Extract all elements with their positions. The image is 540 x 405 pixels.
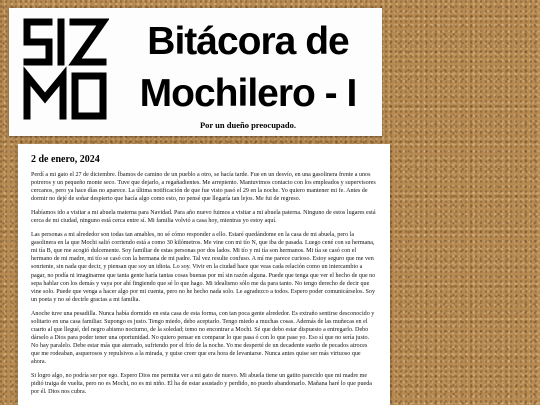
paragraph-1: Perdí a mi gato el 27 de diciembre. Íbamos de camino de un pueblo a otro, se hacía tarde. Fue en un desvío, en una gasolinera frente a unos potreros y un pequeño monte seco. Tuve que dejarlo, a regañadientes. Me arrepiento. Mantuvimos contacto con los empleados y supervisores cercanos, pero ya hace días no aparece. La última notificación de que fue visto pasó el 29 en la noche. Yo quiero mantener mi fe. Antes de dormir no dejé de soñar despierto que hacía algo como esto, no pensé que llegaría tan lejos. Me fui de regreso. xyxy=(31,172,376,203)
blog-title xyxy=(119,16,377,120)
journal-page xyxy=(18,144,390,405)
header-card xyxy=(9,8,382,136)
title-line-1: Bitácora de xyxy=(147,20,349,63)
paragraph-5: Si logro algo, no podría ser por ego. Espero Dios me permita ver a mi gato de nuevo. Mi abuela tiene un gatito parecido que mi madre me pidió traiga de vuelta, pero no es Mochi, no es mi niño. El ha de estar asustado y perdido, no puedo abandonarlo. Mañana haré lo que pueda por él. Dios nos cubra. xyxy=(31,373,372,396)
paragraph-3: Las personas a mi alrededor son todas tan amables, no sé cómo responder a ello. Estaré quedándome en la casa de mi abuela, pero la gasolinera en la que Mochi salió corriendo está a como 30 kilómetros. Me vine con mi tío N, que iba de pasada. Luego cené con su hermana, mi tía B, que me acogió dulcemente. Soy familiar de estas personas por dos lados. Mi tío y mi tía son hermanos. Mi tía se casó con el hermano de mi madre, mi tío se casó con la hermana de mi padre. Tal vez resulte confuso. A mí me parece curioso. Estoy seguro que me ven sonriente, sin nada que decir, y piensan que soy un idiota. Lo soy. Vivir en la ciudad hace que veas cada relación como un intercambio a pagar, no podía ni imaginarme que tanta gente haría tantas cosas buenas por mí sin razón alguna. Puede que tenga que ver el hecho de que no sepa hablar con los demás y vaya por ahí fingiendo que sé lo que hago. Mi idealismo sólo me da para tanto. No tengo derecho de decir que vine solo. Puede que venga a hacer algo por mi cuenta, pero no he hecho nada solo. Le agradezco a todos. Espero poder comunicárselos. Soy un poeta y no sé decirle gracias a mi familia. xyxy=(31,232,376,303)
entry-date: 2 de enero, 2024 xyxy=(31,154,100,165)
title-line-2: Mochilero - I xyxy=(139,72,357,115)
blog-subtitle: Por un dueño preocupado. xyxy=(199,120,297,130)
journal-content xyxy=(18,144,390,396)
sizmo-logo xyxy=(19,12,109,127)
paragraph-4: Anoche tuve una pesadilla. Nunca había dormido en esta casa de esta forma, con tan poca gente alrededor. Es extraño sentirse desconocido y solitario en una casa familiar. Supongo es justo. Tengo miedo, debo aceptarlo. Tengo miedo a muchas cosas. Además de las muñecas en el cuarto al que llegué, del negro abismo nocturno, de la soledad; temo no encontrar a Mochi. Sé que debo estar dispuesto a entregarlo. Debo dárselo a Dios para poder tener una oportunidad. No quiero pensar en comparar lo que pasa ó con lo que pase yo. Eso sí que no sería justo. No hay paralelo. Debe estar más que aterrado, sufriendo por el frío de la noche. Yo me desperté de un decadente sueño de pecados atroces que me rodeaban, asquerosos y repulsivos a la mirada, y quise creer que era hora de levantarse. Nunca antes quise ser más virtuoso que ahora. xyxy=(31,310,375,365)
paragraph-2: Habíamos ido a visitar a mi abuela materna para Navidad. Para año nuevo fuimos a visitar a mi abuela paterna. Ninguno de estos lugares está cerca de mi ciudad, ninguno está cerca entre sí. Mi familia volvió a casa hoy, mientras yo estoy aquí. xyxy=(31,210,376,225)
